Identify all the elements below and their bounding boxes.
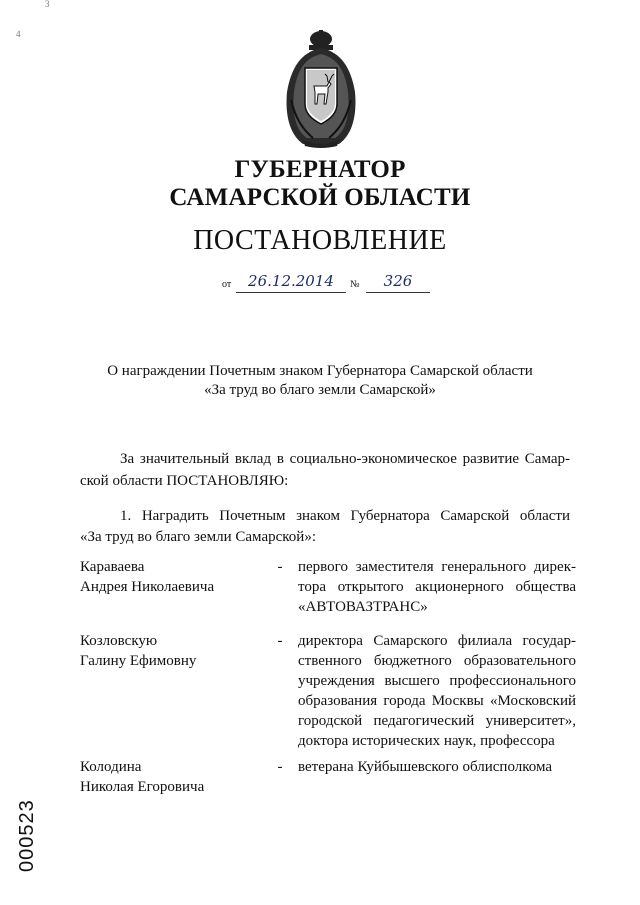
awardee-name: [80, 757, 270, 797]
intro-line2: ской области ПОСТАНОВЛЯЮ:: [80, 473, 289, 489]
registration-stamp-number: 000523: [16, 799, 38, 872]
item1-line1: 1. Наградить Почетным знаком Губернатора Самарской области: [120, 508, 570, 524]
awardee-surname: Караваева: [80, 559, 145, 575]
description-line: директора Самарского филиала государ-: [298, 633, 576, 649]
awardee-given-names: Николая Егоровича: [80, 779, 205, 795]
awardee-name: [80, 557, 270, 597]
description-line: учреждения высшего профессионального: [298, 673, 576, 689]
subject-line1: О награждении Почетным знаком Губернатора Самарской области: [107, 363, 533, 379]
authority-title-line2: САМАРСКОЙ ОБЛАСТИ: [169, 184, 471, 211]
description-line: первого заместителя генерального дирек-: [298, 559, 576, 575]
authority-title-line1: ГУБЕРНАТОР: [234, 156, 406, 183]
awardee-name: [80, 631, 270, 671]
awardee-description: [298, 631, 576, 751]
awardee-surname: Козловскую: [80, 633, 158, 649]
date-number-line: [220, 270, 440, 296]
issue-number: 326: [366, 270, 430, 293]
item1-line2: «За труд во благо земли Самарской»:: [80, 529, 316, 545]
document-type-title: ПОСТАНОВЛЕНИЕ: [193, 225, 447, 256]
awardee-description: [298, 557, 576, 617]
description-line: образования города Москвы «Московский: [298, 693, 576, 709]
date-label: от: [222, 279, 232, 290]
awardee-given-names: Андрея Николаевича: [80, 579, 215, 595]
awardee-surname: Колодина: [80, 759, 142, 775]
subject-line2: «За труд во благо земли Самарской»: [204, 382, 436, 398]
issue-date: 26.12.2014: [236, 270, 346, 293]
corner-mark-left: 4: [16, 29, 21, 39]
description-line: «АВТОВАЗТРАНС»: [298, 599, 428, 615]
corner-mark-top: 3: [45, 0, 50, 9]
number-label: №: [350, 279, 360, 290]
description-line: городской педагогический университет»,: [298, 713, 576, 729]
intro-line1: За значительный вклад в социально-экономическое развитие Самар-: [120, 451, 570, 467]
description-line: ственного бюджетного образовательного: [298, 653, 576, 669]
description-line: тора открытого акционерного общества: [298, 579, 576, 595]
awardee-dash: -: [277, 759, 283, 775]
awardee-dash: -: [277, 559, 283, 575]
description-line: доктора исторических наук, профессора: [298, 733, 555, 749]
awardee-dash: -: [277, 633, 283, 649]
coat-of-arms-emblem: [283, 30, 359, 150]
awardee-given-names: Галину Ефимовну: [80, 653, 197, 669]
awardee-description: [298, 757, 576, 777]
description-line: ветерана Куйбышевского облисполкома: [298, 759, 553, 775]
